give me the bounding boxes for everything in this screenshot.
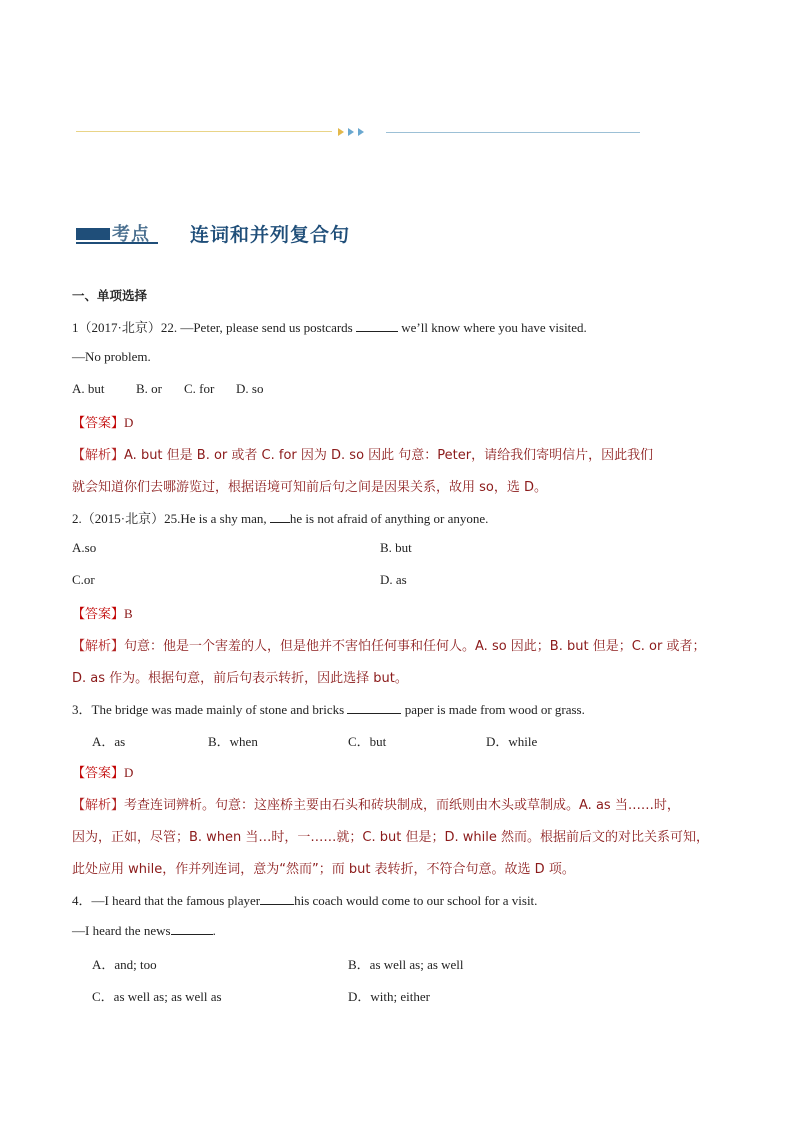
section-title: 一、单项选择 [72,288,148,303]
divider-line-right [386,132,640,133]
q3-answer-value: D [124,765,134,780]
heading-title: 连词和并列复合句 [190,224,351,246]
q4-reply-end: . [212,923,216,938]
q1-option-d: D. so [236,381,264,396]
q3-blank [347,701,401,714]
q4-option-c: C．as well as; as well as [92,989,222,1004]
q1-stem-suffix: we’ll know where you have visited. [401,320,587,335]
q2-answer-value: B [124,606,133,621]
heading-bar [76,228,110,240]
q4-stem-prefix: 4．—I heard that the famous player [72,893,261,908]
q2-answer [72,603,133,622]
q4-reply-blank [171,922,213,935]
q1-reply: —No problem. [72,349,151,364]
q1-option-b: B. or [136,381,162,396]
q4-option-d: D．with; either [348,989,430,1004]
q4-reply-text: —I heard the news [72,923,171,938]
q3-option-d: D．while [486,734,538,749]
heading-tag: 考点 [112,224,150,245]
q2-stem-suffix: he is not afraid of anything or anyone. [289,511,489,526]
topic-heading [76,220,476,250]
q2-blank [270,510,290,523]
q1-answer-value: D [124,415,134,430]
q3-stem-prefix: 3．The bridge was made mainly of stone and bricks [72,702,345,717]
q1-answer [72,412,133,431]
triple-arrow-icon [336,126,370,138]
q2-analysis-line2: D. as 作为。根据句意，前后句表示转折，因此选择 but。 [72,671,408,686]
q3-option-a: A．as [92,734,126,749]
q2-stem-prefix: 2.（2015·北京）25.He is a shy man, [72,511,267,526]
analysis-label: 【解析】 [72,798,125,813]
decorative-divider [76,126,640,138]
q1-option-a: A. but [72,381,105,396]
q3-analysis-line3: 此处应用 while，作并列连词，意为“然而”；而 but 表转折，不符合句意。故选 D 项。 [72,862,575,877]
q2-option-c: C.or [72,572,95,587]
q3-analysis-text1: 考查连词辨析。句意：这座桥主要由石头和砖块制成，而纸则由木头或草制成。A. as 当……时， [124,798,680,813]
divider-line-left [76,131,332,132]
q2-analysis-text1: 句意：他是一个害羞的人，但是他并不害怕任何事和任何人。A. so 因此；B. but 但是；C. or 或者； [124,639,706,654]
q3-analysis-line1 [72,794,680,813]
q3-stem-suffix: paper is made from wood or grass. [404,702,585,717]
q1-analysis-line2: 就会知道你们去哪游览过，根据语境可知前后句之间是因果关系，故用 so，选 D。 [72,480,548,495]
q1-stem [72,317,587,336]
q1-analysis-text1: A. but 但是 B. or 或者 C. for 因为 D. so 因此 句意：Peter，请给我们寄明信片，因此我们 [124,448,654,463]
q3-answer [72,762,133,781]
q4-blank [260,892,294,905]
q4-stem [72,890,537,909]
q3-stem [72,699,585,718]
q2-option-a: A.so [72,540,97,555]
q2-option-b: B. but [380,540,412,555]
analysis-label: 【解析】 [72,639,125,654]
q4-reply [72,922,216,939]
q1-option-c: C. for [184,381,215,396]
q4-stem-suffix: his coach would come to our school for a visit. [294,893,538,908]
q3-option-c: C．but [348,734,387,749]
q2-analysis-line1 [72,635,705,654]
answer-label: 【答案】 [72,607,125,622]
q2-stem [72,508,488,527]
analysis-label: 【解析】 [72,448,125,463]
q3-analysis-line2: 因为，正如，尽管；B. when 当…时，一……就；C. but 但是；D. while 然而。根据前后文的对比关系可知， [72,830,709,845]
q4-option-b: B．as well as; as well [348,957,464,972]
q2-option-d: D. as [380,572,407,587]
q1-analysis-line1 [72,444,653,463]
q1-stem-prefix: 1（2017·北京）22. —Peter, please send us postcards [72,320,353,335]
q3-option-b: B．when [208,734,258,749]
answer-label: 【答案】 [72,766,125,781]
q4-option-a: A．and; too [92,957,157,972]
q1-blank [356,319,398,332]
answer-label: 【答案】 [72,416,125,431]
